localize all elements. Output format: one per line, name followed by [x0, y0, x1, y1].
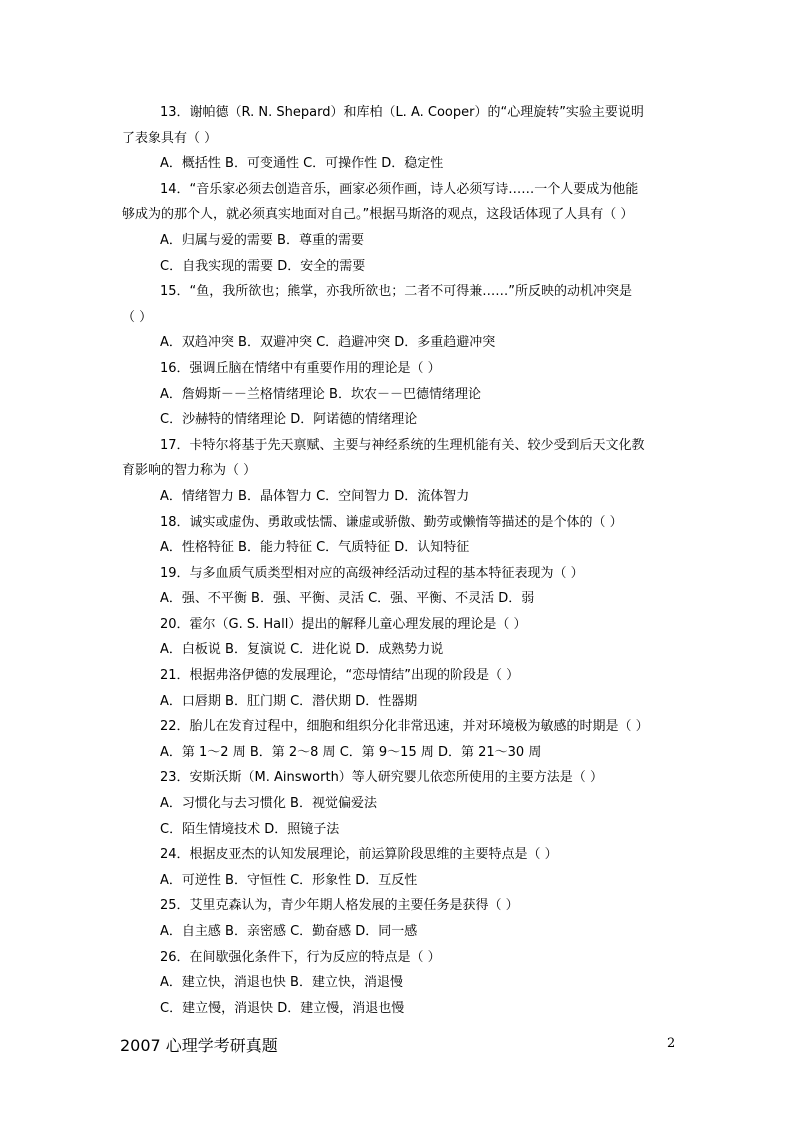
text-line: A．口唇期 B．肛门期 C．潜伏期 D．性器期: [160, 693, 418, 709]
text-line: A．双趋冲突 B．双避冲突 C．趋避冲突 D．多重趋避冲突: [160, 335, 496, 351]
document-body: [122, 100, 682, 1021]
text-line: 了表象具有（ ）: [122, 130, 218, 146]
text-line: 13．谢帕德（R. N. Shepard）和库柏（L. A. Cooper）的“心理旋转”实验主要说明: [160, 105, 644, 120]
text-line: A．可逆性 B．守恒性 C．形象性 D．互反性: [160, 872, 418, 888]
text-line: 20．霍尔（G. S. Hall）提出的解释儿童心理发展的理论是（ ）: [160, 616, 527, 632]
page-number: 2: [667, 1036, 676, 1051]
text-line: 够成为的那个人，就必须真实地面对自己。”根据马斯洛的观点，这段话体现了人具有（ ）: [122, 207, 634, 223]
text-line: A．习惯化与去习惯化 B．视觉偏爱法: [160, 796, 377, 812]
text-line: A．性格特征 B．能力特征 C．气质特征 D．认知特征: [160, 540, 470, 556]
text-line: A．情绪智力 B．晶体智力 C．空间智力 D．流体智力: [160, 488, 470, 504]
text-line: 23．安斯沃斯（M. Ainsworth）等人研究婴儿依恋所使用的主要方法是（ ）: [160, 770, 603, 786]
text-line: （ ）: [122, 309, 153, 325]
text-line: 22．胎儿在发育过程中，细胞和组织分化非常迅速，并对环境极为敏感的时期是（ ）: [160, 719, 649, 735]
text-line: A．建立快，消退也快 B．建立快，消退慢: [160, 975, 403, 991]
text-line: A．詹姆斯－－兰格情绪理论 B．坎农－－巴德情绪理论: [160, 386, 481, 402]
text-line: 18．诚实或虚伪、勇敢或怯懦、谦虚或骄傲、勤劳或懒惰等描述的是个体的（ ）: [160, 514, 623, 530]
text-line: 15．“鱼，我所欲也；熊掌，亦我所欲也；二者不可得兼……”所反映的动机冲突是: [160, 284, 633, 300]
text-line: 19．与多血质气质类型相对应的高级神经活动过程的基本特征表现为（ ）: [160, 565, 584, 581]
text-line: A．强、不平衡 B．强、平衡、灵活 C．强、平衡、不灵活 D．弱: [160, 591, 535, 607]
footer-title: 2007 心理学考研真题: [120, 1036, 278, 1055]
text-line: A．概括性 B．可变通性 C．可操作性 D．稳定性: [160, 156, 444, 172]
text-line: 育影响的智力称为（ ）: [122, 463, 257, 479]
text-line: 21．根据弗洛伊德的发展理论，“恋母情结”出现的阶段是（ ）: [160, 668, 520, 684]
text-line: 17．卡特尔将基于先天禀赋、主要与神经系统的生理机能有关、较少受到后天文化教: [160, 437, 645, 453]
text-line: 25．艾里克森认为，青少年期人格发展的主要任务是获得（ ）: [160, 898, 519, 914]
text-line: 14．“音乐家必须去创造音乐，画家必须作画，诗人必须写诗……一个人要成为他能: [160, 181, 639, 197]
text-line: A．归属与爱的需要 B．尊重的需要: [160, 232, 364, 248]
text-line: A．第 1～2 周 B．第 2～8 周 C．第 9～15 周 D．第 21～30 周: [160, 744, 542, 760]
text-line: 26．在间歇强化条件下，行为反应的特点是（ ）: [160, 949, 441, 965]
text-line: C．沙赫特的情绪理论 D．阿诺德的情绪理论: [160, 412, 418, 428]
text-line: C．自我实现的需要 D．安全的需要: [160, 258, 366, 274]
text-line: C．陌生情境技术 D．照镜子法: [160, 821, 340, 837]
text-line: 24．根据皮亚杰的认知发展理论，前运算阶段思维的主要特点是（ ）: [160, 847, 558, 863]
text-line: A．自主感 B．亲密感 C．勤奋感 D．同一感: [160, 924, 418, 939]
text-line: A．白板说 B．复演说 C．进化说 D．成熟势力说: [160, 642, 444, 658]
text-line: 16．强调丘脑在情绪中有重要作用的理论是（ ）: [160, 360, 441, 376]
text-line: C．建立慢，消退快 D．建立慢，消退也慢: [160, 1000, 405, 1016]
